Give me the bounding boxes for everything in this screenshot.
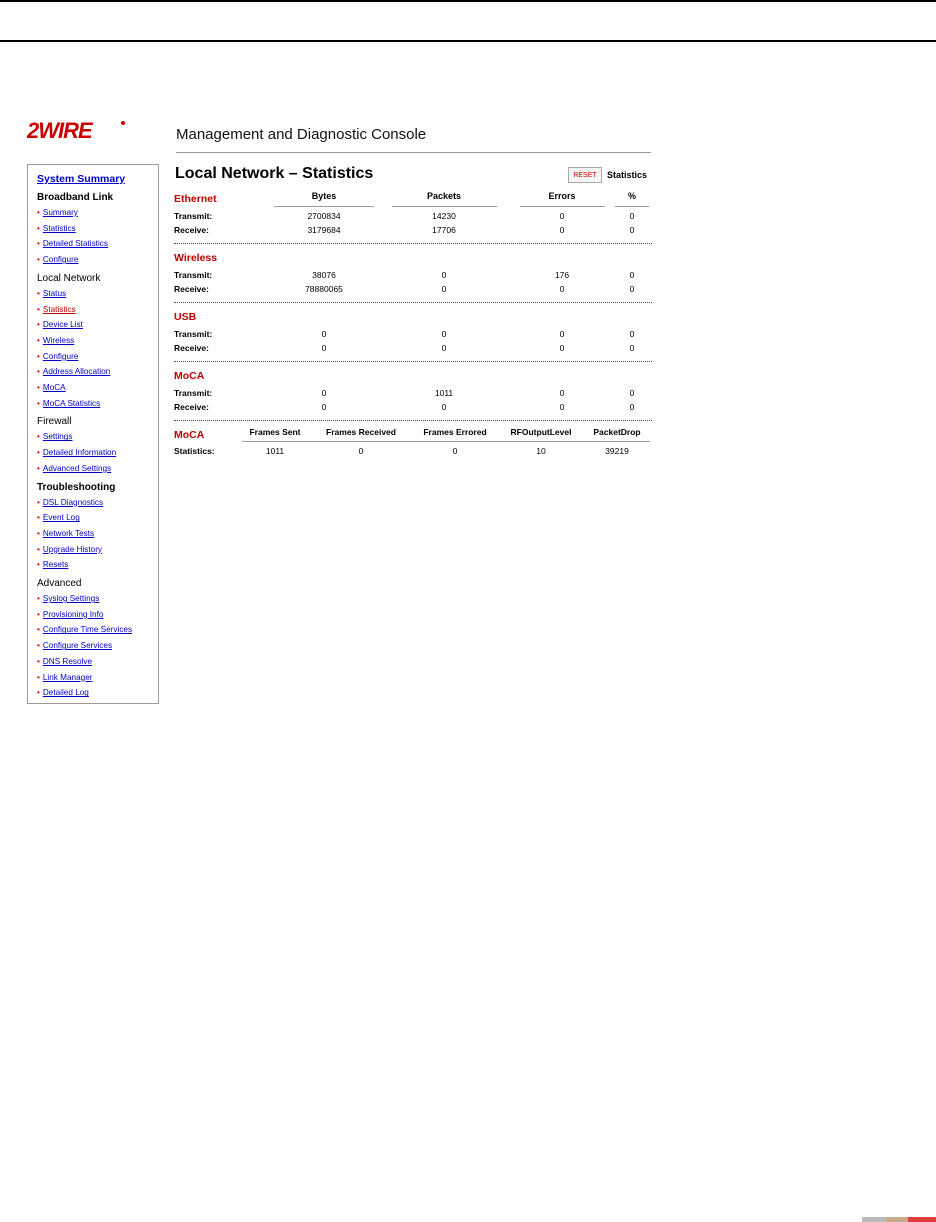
sidebar-item-local-network-status[interactable]	[37, 286, 158, 302]
bullet-icon: •	[37, 223, 40, 233]
receive-bytes-value: 0	[321, 402, 327, 412]
receive-percent-value: 0	[629, 225, 635, 235]
column-header-errors: Errors	[548, 191, 576, 201]
bullet-icon: •	[37, 513, 40, 523]
transmit-packets-value: 1011	[434, 388, 454, 398]
column-header-percent: %	[627, 191, 636, 201]
sidebar-item-label[interactable]: MoCA	[42, 383, 66, 393]
transmit-packets-value: 0	[441, 329, 447, 339]
receive-packets-value: 0	[441, 343, 447, 353]
section-moca	[174, 367, 652, 426]
receive-errors-value: 0	[559, 225, 565, 235]
receive-bytes-value: 0	[321, 343, 327, 353]
sidebar-item-label[interactable]: Detailed Information	[42, 448, 117, 458]
section-ethernet	[174, 190, 652, 249]
sidebar-nav	[27, 164, 159, 704]
receive-bytes-value: 78880065	[305, 284, 343, 294]
bullet-icon: •	[37, 383, 40, 393]
section-title: Ethernet	[174, 193, 217, 205]
sidebar-item-broadband-link-configure[interactable]	[37, 252, 158, 268]
moca-frame-statistics	[174, 424, 652, 464]
receive-row-label: Receive:	[174, 225, 209, 235]
column-header-bytes: Bytes	[311, 191, 337, 201]
bullet-icon: •	[37, 398, 40, 408]
transmit-errors-value: 0	[559, 211, 565, 221]
bullet-icon: •	[37, 594, 40, 604]
bullet-icon: •	[37, 351, 40, 361]
sidebar-item-label[interactable]: Syslog Settings	[42, 594, 100, 604]
bullet-icon: •	[37, 625, 40, 635]
column-header-packets: Packets	[426, 191, 462, 201]
transmit-bytes-value: 0	[321, 388, 327, 398]
receive-packets-value: 0	[441, 402, 447, 412]
section-divider	[174, 302, 652, 303]
sidebar-item-label[interactable]: Advanced Settings	[42, 463, 112, 473]
sidebar-item-label[interactable]: Upgrade History	[42, 544, 103, 554]
receive-percent-value: 0	[629, 284, 635, 294]
sidebar-item-broadband-link-statistics[interactable]	[37, 221, 158, 237]
sidebar-group-title: Local Network	[37, 272, 101, 284]
transmit-errors-value: 0	[559, 329, 565, 339]
statistics-table	[174, 190, 652, 426]
transmit-packets-value: 0	[441, 270, 447, 280]
receive-percent-value: 0	[629, 343, 635, 353]
moca-stats-title: MoCA	[174, 429, 205, 441]
sidebar-group-title: Broadband Link	[37, 192, 114, 203]
section-divider	[174, 243, 652, 244]
reset-statistics-label: Statistics	[607, 170, 648, 180]
sidebar-item-label[interactable]: Event Log	[42, 513, 80, 523]
bullet-icon: •	[37, 367, 40, 377]
section-usb	[174, 308, 652, 367]
bullet-icon: •	[37, 528, 40, 538]
transmit-percent-value: 0	[629, 388, 635, 398]
sidebar-item-local-network-moca[interactable]	[37, 380, 158, 396]
sidebar-item-advanced-detailed-log[interactable]	[37, 685, 158, 701]
sidebar-item-firewall-advanced-settings[interactable]	[37, 461, 158, 477]
sidebar-item-broadband-link-detailed-statistics[interactable]	[37, 236, 158, 252]
section-divider	[174, 420, 652, 421]
sidebar-item-firewall-settings[interactable]	[37, 429, 158, 445]
header-rule	[0, 40, 936, 42]
bullet-icon: •	[37, 497, 40, 507]
console-title: Management and Diagnostic Console	[176, 126, 427, 143]
sidebar-item-label[interactable]: Network Tests	[42, 528, 95, 538]
sidebar-item-local-network-moca-statistics[interactable]	[37, 396, 158, 412]
bullet-icon: •	[37, 448, 40, 458]
sidebar-group-title: Firewall	[37, 416, 72, 428]
bullet-icon: •	[37, 656, 40, 666]
receive-row-label: Receive:	[174, 284, 209, 294]
receive-percent-value: 0	[629, 402, 635, 412]
sidebar-item-label[interactable]: MoCA Statistics	[42, 398, 101, 408]
section-wireless	[174, 249, 652, 308]
top-rule	[0, 0, 936, 2]
transmit-row-label: Transmit:	[174, 211, 213, 221]
sidebar-group-title: Troubleshooting	[37, 481, 116, 493]
svg-text:2WIRE: 2WIRE	[27, 118, 92, 142]
sidebar-item-label[interactable]: DSL Diagnostics	[42, 497, 104, 507]
transmit-packets-value: 14230	[432, 211, 456, 221]
sidebar-item-label[interactable]: DNS Resolve	[42, 656, 93, 666]
sidebar-group-title: Advanced	[37, 578, 82, 590]
bullet-icon: •	[37, 288, 40, 298]
section-title: USB	[174, 311, 197, 323]
sidebar-item-label[interactable]: Configure Time Services	[42, 625, 133, 635]
moca-column-header-frames-received: Frames Received	[326, 427, 396, 437]
bullet-icon: •	[37, 255, 40, 265]
sidebar-item-advanced-provisioning-info[interactable]	[37, 607, 158, 623]
2wire-logo	[27, 118, 127, 142]
sidebar-item-local-network-statistics[interactable]	[37, 302, 158, 318]
sidebar-item-broadband-link-summary[interactable]	[37, 205, 158, 221]
receive-row-label: Receive:	[174, 343, 209, 353]
sidebar-item-label[interactable]: Status	[42, 288, 67, 298]
moca-frames-sent-value: 1011	[265, 446, 285, 456]
receive-errors-value: 0	[559, 402, 565, 412]
receive-bytes-value: 3179684	[307, 225, 341, 235]
moca-column-header-frames-errored: Frames Errored	[423, 427, 487, 437]
bullet-icon: •	[37, 641, 40, 651]
receive-packets-value: 0	[441, 284, 447, 294]
bullet-icon: •	[37, 208, 40, 217]
transmit-bytes-value: 38076	[312, 270, 336, 280]
footer-bar-tan	[886, 1217, 908, 1222]
bullet-icon: •	[37, 335, 40, 345]
transmit-percent-value: 0	[629, 211, 635, 221]
sidebar-item-label[interactable]: Provisioning Info	[42, 609, 104, 619]
sidebar-item-label[interactable]: Configure	[42, 255, 79, 265]
sidebar-item-label[interactable]: Link Manager	[42, 672, 93, 682]
transmit-bytes-value: 2700834	[307, 211, 341, 221]
sidebar-item-local-network-device-list[interactable]	[37, 317, 158, 333]
bullet-icon: •	[37, 560, 40, 570]
moca-column-header-rfoutputlevel: RFOutputLevel	[510, 427, 572, 437]
sidebar-item-firewall-detailed-information[interactable]	[37, 445, 158, 461]
sidebar-group-firewall	[37, 416, 158, 476]
sidebar-item-label[interactable]: Resets	[42, 560, 69, 570]
transmit-percent-value: 0	[629, 270, 635, 280]
transmit-percent-value: 0	[629, 329, 635, 339]
sidebar-group-troubleshooting	[37, 482, 158, 574]
console-title-rule	[176, 152, 651, 153]
reset-statistics-button[interactable]: RESET	[568, 167, 602, 183]
sidebar-item-label[interactable]: Wireless	[42, 335, 75, 345]
sidebar-item-advanced-configure-time-services[interactable]	[37, 622, 158, 638]
sidebar-item-local-network-wireless[interactable]	[37, 333, 158, 349]
transmit-errors-value: 176	[554, 270, 570, 280]
bullet-icon: •	[37, 544, 40, 554]
bullet-icon: •	[37, 432, 40, 442]
receive-row-label: Receive:	[174, 402, 209, 412]
transmit-row-label: Transmit:	[174, 388, 213, 398]
transmit-row-label: Transmit:	[174, 270, 213, 280]
receive-errors-value: 0	[559, 284, 565, 294]
page-title: Local Network – Statistics	[175, 165, 374, 182]
bullet-icon: •	[37, 320, 40, 330]
sidebar-item-advanced-configure-services[interactable]	[37, 638, 158, 654]
sidebar-system-summary-link[interactable]: System Summary	[37, 173, 126, 185]
section-title: MoCA	[174, 370, 205, 382]
moca-stats-row-label: Statistics:	[174, 446, 215, 456]
moca-column-header-packetdrop: PacketDrop	[593, 427, 641, 437]
footer-bar-gray	[862, 1217, 886, 1222]
footer-bar-red	[908, 1217, 936, 1222]
sidebar-item-troubleshooting-dsl-diagnostics[interactable]	[37, 495, 158, 511]
sidebar-group-broadband-link	[37, 192, 158, 268]
bullet-icon: •	[37, 688, 40, 698]
sidebar-item-label[interactable]: Statistics	[42, 304, 76, 314]
sidebar-item-label[interactable]: Statistics	[42, 223, 76, 233]
bullet-icon: •	[37, 239, 40, 249]
bullet-icon: •	[37, 672, 40, 682]
sidebar-group-local-network	[37, 273, 158, 412]
section-divider	[174, 361, 652, 362]
sidebar-item-advanced-dns-resolve[interactable]	[37, 654, 158, 670]
bullet-icon: •	[37, 609, 40, 619]
moca-column-header-frames-sent: Frames Sent	[249, 427, 301, 437]
receive-packets-value: 17706	[432, 225, 456, 235]
bullet-icon: •	[37, 304, 40, 314]
sidebar-item-advanced-link-manager[interactable]	[37, 670, 158, 686]
moca-rfoutputlevel-value: 10	[536, 446, 546, 456]
sidebar-item-advanced-syslog-settings[interactable]	[37, 591, 158, 607]
bullet-icon: •	[37, 463, 40, 473]
sidebar-item-troubleshooting-upgrade-history[interactable]	[37, 542, 158, 558]
sidebar-item-label[interactable]: Detailed Log	[42, 688, 89, 698]
transmit-errors-value: 0	[559, 388, 565, 398]
section-title: Wireless	[174, 252, 218, 264]
receive-errors-value: 0	[559, 343, 565, 353]
sidebar-item-label[interactable]: Summary	[42, 208, 78, 217]
sidebar-item-label[interactable]: Configure Services	[42, 641, 113, 651]
sidebar-item-troubleshooting-network-tests[interactable]	[37, 526, 158, 542]
moca-frames-received-value: 0	[358, 446, 364, 456]
sidebar-item-local-network-configure[interactable]	[37, 349, 158, 365]
moca-packetdrop-value: 39219	[605, 446, 629, 456]
sidebar-item-label[interactable]: Configure	[42, 351, 79, 361]
transmit-row-label: Transmit:	[174, 329, 213, 339]
sidebar-item-label[interactable]: Settings	[42, 432, 73, 442]
transmit-bytes-value: 0	[321, 329, 327, 339]
sidebar-item-troubleshooting-resets[interactable]	[37, 557, 158, 573]
sidebar-group-advanced	[37, 578, 158, 701]
sidebar-item-label[interactable]: Detailed Statistics	[42, 239, 108, 249]
moca-frames-errored-value: 0	[452, 446, 458, 456]
sidebar-item-local-network-address-allocation[interactable]	[37, 364, 158, 380]
sidebar-item-label[interactable]: Address Allocation	[42, 367, 111, 377]
sidebar-item-label[interactable]: Device List	[42, 320, 83, 330]
sidebar-item-troubleshooting-event-log[interactable]	[37, 510, 158, 526]
moca-stats-header-rule	[242, 441, 650, 442]
